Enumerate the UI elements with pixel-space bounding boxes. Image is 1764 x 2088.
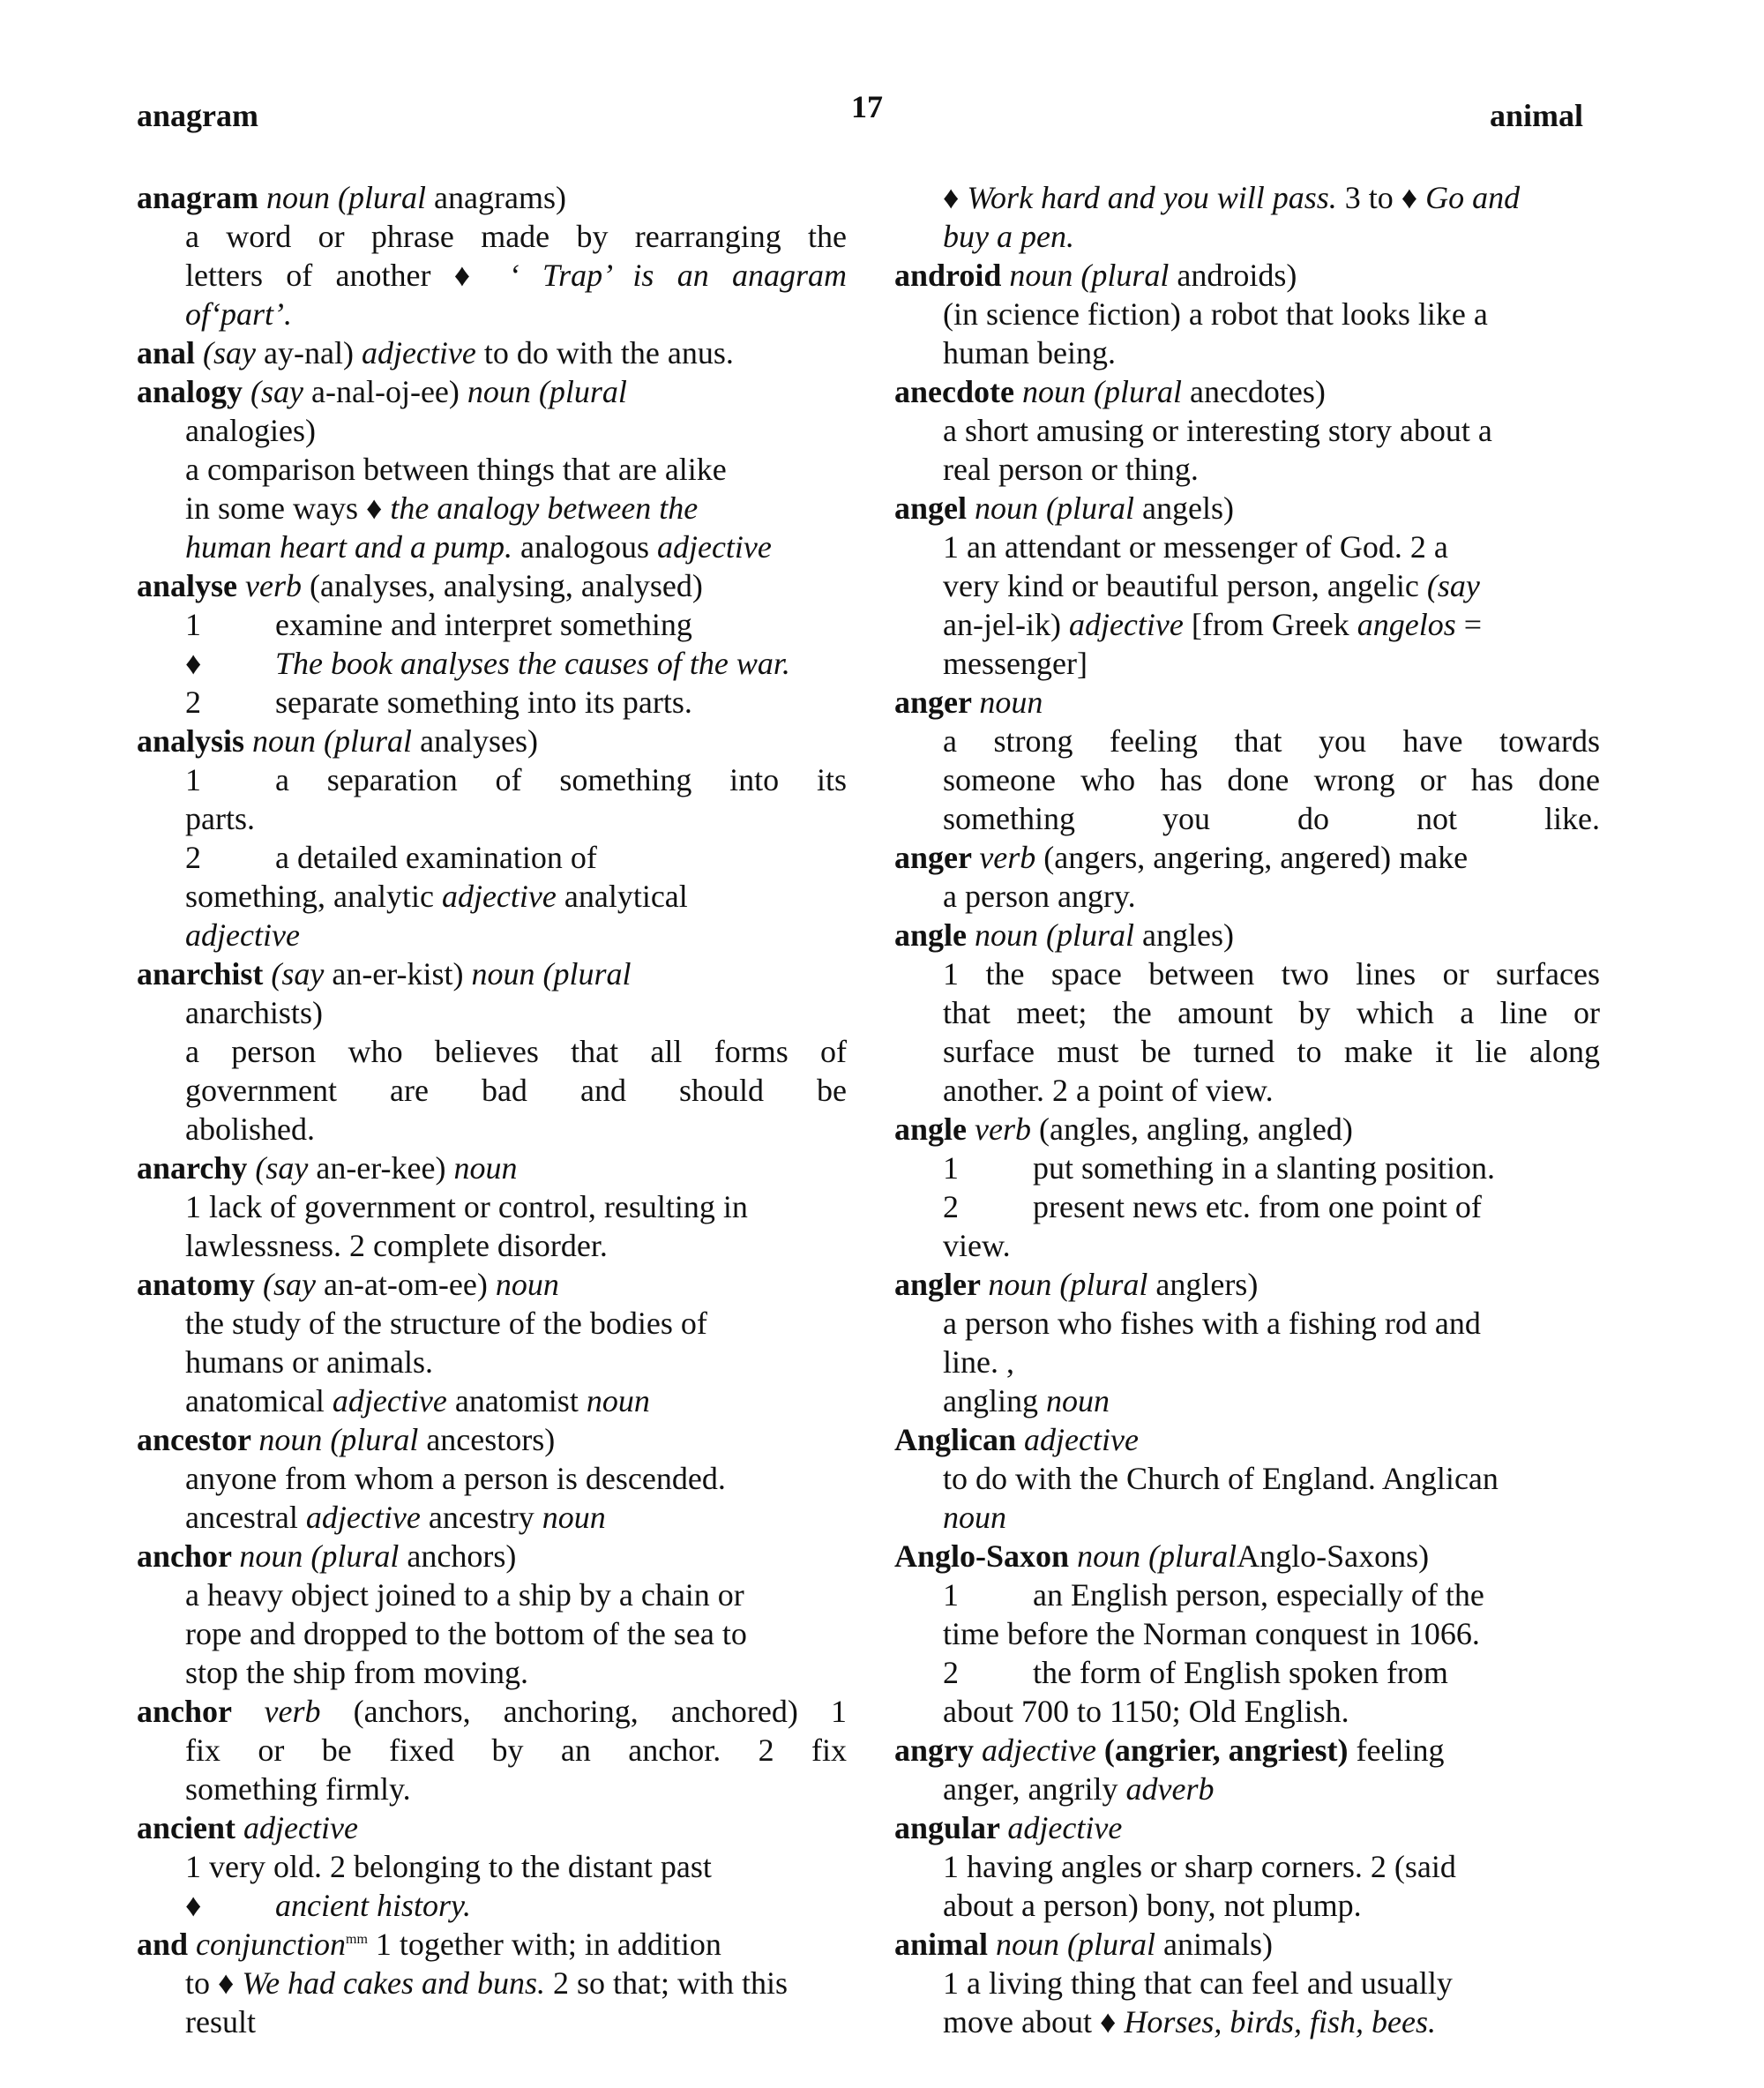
definition-text: ancestry xyxy=(420,1500,542,1535)
headword: angle xyxy=(894,917,975,953)
entry-line xyxy=(894,954,1600,993)
italic-text: adjective xyxy=(441,879,557,914)
entry-headword-line xyxy=(894,838,1600,877)
entry-line xyxy=(137,1498,847,1537)
definition-text: anatomical xyxy=(185,1383,333,1418)
sense-number: 1 xyxy=(943,1577,959,1613)
part-of-speech: noun xyxy=(453,1150,518,1186)
part-of-speech: noun (plural xyxy=(975,917,1135,953)
entry-line xyxy=(894,760,1600,799)
entry-line xyxy=(894,1381,1600,1420)
definition-text: something you do not like. xyxy=(943,801,1600,836)
entry-line xyxy=(894,1692,1600,1731)
entry-line xyxy=(137,1110,847,1149)
entry-line xyxy=(137,760,847,799)
entry-line xyxy=(894,2002,1600,2041)
page-header xyxy=(137,88,1583,141)
definition-text: about a person) bony, not plump. xyxy=(943,1888,1362,1923)
definition-text: 2 so that; with this xyxy=(545,1965,789,2001)
pronunciation: ay-nal) xyxy=(256,335,362,370)
part-of-speech: verb xyxy=(245,568,302,603)
italic-text: noun xyxy=(1045,1383,1110,1418)
entry-line xyxy=(894,1226,1600,1265)
entry-line xyxy=(137,1731,847,1770)
definition-text: anagrams) xyxy=(426,180,566,215)
headword: angel xyxy=(894,490,975,526)
definition-text: view. xyxy=(943,1228,1011,1263)
italic-text: adjective xyxy=(656,529,772,565)
definition-text: time before the Norman conquest in 1066. xyxy=(943,1616,1480,1651)
definition-text: anarchists) xyxy=(185,995,323,1030)
entry-headword-line xyxy=(894,683,1600,722)
part-of-speech: verb xyxy=(979,840,1036,875)
part-of-speech: noun (plural xyxy=(988,1267,1148,1302)
definition-text: (angles, angling, angled) xyxy=(1030,1111,1353,1147)
definition-text: a person who believes that all forms of xyxy=(185,1034,847,1069)
entry-line xyxy=(894,566,1600,605)
definition-text: angles) xyxy=(1134,917,1234,953)
guide-word-left: anagram xyxy=(137,98,258,133)
part-of-speech: noun (plural xyxy=(996,1927,1156,1962)
definition-text: the study of the structure of the bodies of xyxy=(185,1306,707,1341)
definition-text: 3 to ♦ xyxy=(1336,180,1426,215)
headword: angry xyxy=(894,1733,982,1768)
part-of-speech: verb xyxy=(264,1694,321,1729)
part-of-speech: conjunction xyxy=(196,1927,347,1962)
italic-text: adjective xyxy=(185,917,300,953)
entry-headword-line xyxy=(137,566,847,605)
example-diamond: ♦ xyxy=(185,1888,202,1923)
pronunciation: an-er-kee) xyxy=(308,1150,454,1186)
example-diamond: ♦ xyxy=(185,646,202,681)
superscript-mark: mm xyxy=(346,1932,368,1947)
definition-text: move about xyxy=(943,2004,1092,2039)
definition-text: (in science fiction) a robot that looks like a xyxy=(943,296,1488,332)
entry-line xyxy=(894,1032,1600,1071)
entry-headword-line xyxy=(894,256,1600,295)
part-of-speech: adjective xyxy=(361,335,476,370)
pronunciation-label: (say xyxy=(263,1267,316,1302)
part-of-speech: noun (plural xyxy=(975,490,1135,526)
headword: anatomy xyxy=(137,1267,263,1302)
definition-text: humans or animals. xyxy=(185,1344,433,1380)
entry-headword-line xyxy=(894,1808,1600,1847)
definition-text: Anglo-Saxons) xyxy=(1237,1538,1430,1574)
definition-text: something, analytic xyxy=(185,879,442,914)
headword: angle xyxy=(894,1111,975,1147)
definition-text: government are bad and should be xyxy=(185,1073,847,1108)
entry-line xyxy=(137,838,847,877)
sense-number: 1 xyxy=(185,762,201,797)
entry-line xyxy=(894,1575,1600,1614)
entry-line xyxy=(137,916,847,954)
headword: anchor xyxy=(137,1538,240,1574)
definition-text: anglers) xyxy=(1147,1267,1259,1302)
italic-text: adverb xyxy=(1125,1771,1215,1807)
entry-line xyxy=(137,1886,847,1925)
example-diamond: ♦ xyxy=(357,490,391,526)
entry-line xyxy=(894,333,1600,372)
entry-line xyxy=(894,1343,1600,1381)
headword: anchor xyxy=(137,1694,265,1729)
headword: anger xyxy=(894,840,980,875)
entry-line xyxy=(137,1187,847,1226)
sense-number: 2 xyxy=(943,1189,959,1224)
entry-headword-line xyxy=(137,1149,847,1187)
entry-line xyxy=(894,217,1600,256)
entry-line xyxy=(137,877,847,916)
definition-text: put something in a slanting position. xyxy=(1033,1150,1495,1186)
entry-headword-line xyxy=(137,1925,847,1964)
entry-headword-line xyxy=(137,722,847,760)
entry-line xyxy=(894,295,1600,333)
pronunciation: an-at-om-ee) xyxy=(315,1267,496,1302)
example-diamond: ♦ xyxy=(210,1965,243,2001)
entry-line xyxy=(137,993,847,1032)
definition-text: very kind or beautiful person, angelic xyxy=(943,568,1427,603)
definition-text: a detailed examination of xyxy=(275,840,597,875)
definition-text: an English person, especially of the xyxy=(1033,1577,1484,1613)
part-of-speech: noun xyxy=(495,1267,559,1302)
example-diamond: ♦ xyxy=(1091,2004,1125,2039)
entry-line xyxy=(137,411,847,450)
entry-headword-line xyxy=(137,1692,847,1731)
entry-headword-line xyxy=(894,1537,1600,1575)
definition-text: animals) xyxy=(1155,1927,1273,1962)
page-number: 17 xyxy=(851,89,883,124)
entry-line xyxy=(894,1770,1600,1808)
example-text: Horses, birds, fish, bees. xyxy=(1124,2004,1437,2039)
italic-text: Go and xyxy=(1425,180,1521,215)
part-of-speech: noun (plural xyxy=(252,723,413,759)
definition-text: real person or thing. xyxy=(943,452,1199,487)
pronunciation: a-nal-oj-ee) xyxy=(303,374,467,409)
entry-headword-line xyxy=(894,372,1600,411)
entry-headword-line xyxy=(894,1265,1600,1304)
part-of-speech: verb xyxy=(975,1111,1031,1147)
definition-text: to xyxy=(185,1965,211,2001)
entry-headword-line xyxy=(894,1110,1600,1149)
definition-text: human being. xyxy=(943,335,1116,370)
entry-line xyxy=(137,1226,847,1265)
definition-text: another. 2 a point of view. xyxy=(943,1073,1274,1108)
entry-headword-line xyxy=(894,916,1600,954)
entry-line xyxy=(137,450,847,489)
part-of-speech: noun (plural xyxy=(1021,374,1182,409)
headword: anger xyxy=(894,685,980,720)
sense-number: 1 xyxy=(185,607,201,642)
entry-line xyxy=(137,1459,847,1498)
example-text: We had cakes and buns. xyxy=(242,1965,546,2001)
definition-text: separate something into its parts. xyxy=(275,685,692,720)
pronunciation-label: (say xyxy=(271,956,325,992)
definition-text: stop the ship from moving. xyxy=(185,1655,528,1690)
definition-text: in some ways xyxy=(185,490,358,526)
example-diamond: ♦ xyxy=(430,258,509,293)
definition-text: messenger] xyxy=(943,646,1088,681)
headword: anecdote xyxy=(894,374,1022,409)
definition-text: someone who has done wrong or has done xyxy=(943,762,1600,797)
definition-text: that meet; the amount by which a line or xyxy=(943,995,1600,1030)
pronunciation: an-er-kist) xyxy=(324,956,472,992)
italic-text: The book analyses the causes of the war. xyxy=(275,646,790,681)
entry-line xyxy=(137,1304,847,1343)
entry-line xyxy=(137,799,847,838)
definition-text: [from Greek xyxy=(1183,607,1357,642)
part-of-speech: noun (plural xyxy=(467,374,627,409)
entry-line xyxy=(894,1304,1600,1343)
entry-line xyxy=(137,489,847,528)
part-of-speech: noun (plural xyxy=(258,1422,419,1457)
definition-text: analogous xyxy=(512,529,657,565)
definition-text: feeling xyxy=(1348,1733,1445,1768)
definition-text: 1 a living thing that can feel and usually xyxy=(943,1965,1453,2001)
entry-headword-line xyxy=(137,372,847,411)
entry-line xyxy=(137,605,847,644)
part-of-speech: noun (plural xyxy=(266,180,427,215)
definition-text: anatomist xyxy=(446,1383,587,1418)
definition-text: ancestral xyxy=(185,1500,306,1535)
entry-line xyxy=(894,450,1600,489)
definition-text: analytical xyxy=(556,879,688,914)
headword: analogy xyxy=(137,374,251,409)
definition-text: 1 very old. 2 belonging to the distant past xyxy=(185,1849,712,1884)
part-of-speech: noun (plural xyxy=(1077,1538,1237,1574)
entry-line xyxy=(137,1614,847,1653)
entry-headword-line xyxy=(137,178,847,217)
definition-text: angling xyxy=(943,1383,1046,1418)
definition-text: anger, angrily xyxy=(943,1771,1126,1807)
entry-line xyxy=(894,1498,1600,1537)
pronunciation-label: (say xyxy=(250,374,304,409)
entry-headword-line xyxy=(894,1731,1600,1770)
entry-headword-line xyxy=(894,489,1600,528)
sense-number: 2 xyxy=(185,840,201,875)
italic-text: adjective xyxy=(305,1500,421,1535)
definition-text: to do with the Church of England. Anglican xyxy=(943,1461,1499,1496)
entry-line xyxy=(137,1575,847,1614)
definition-text: androids) xyxy=(1169,258,1297,293)
definition-text: lawlessness. 2 complete disorder. xyxy=(185,1228,608,1263)
headword: android xyxy=(894,258,1010,293)
entry-line xyxy=(894,993,1600,1032)
definition-text: about 700 to 1150; Old English. xyxy=(943,1694,1349,1729)
entry-headword-line xyxy=(137,1537,847,1575)
entry-line xyxy=(894,644,1600,683)
entry-line xyxy=(894,1071,1600,1110)
headword: analyse xyxy=(137,568,246,603)
entry-line xyxy=(137,1381,847,1420)
italic-text: of‘part’. xyxy=(185,296,292,332)
entry-line xyxy=(137,2002,847,2041)
headword: anal xyxy=(137,335,204,370)
definition-text: analyses) xyxy=(412,723,539,759)
definition-text: fix or be fixed by an anchor. 2 fix xyxy=(185,1733,847,1768)
sense-number: 2 xyxy=(943,1655,959,1690)
definition-text: a heavy object joined to a ship by a chain or xyxy=(185,1577,744,1613)
entry-line xyxy=(137,256,847,295)
sense-number: 2 xyxy=(185,685,201,720)
definition-text: anchors) xyxy=(399,1538,517,1574)
example-diamond: ♦ xyxy=(943,180,968,215)
entry-line xyxy=(894,1653,1600,1692)
entry-headword-line xyxy=(137,1265,847,1304)
guide-word-right: animal xyxy=(1489,98,1583,133)
entry-line xyxy=(894,877,1600,916)
definition-text: surface must be turned to make it lie along xyxy=(943,1034,1600,1069)
definition-text: anecdotes) xyxy=(1181,374,1326,409)
definition-text: abolished. xyxy=(185,1111,315,1147)
definition-text: 1 together with; in addition xyxy=(367,1927,721,1962)
headword: analysis xyxy=(137,723,253,759)
part-of-speech: adjective xyxy=(1007,1810,1123,1845)
headword: anarchist xyxy=(137,956,272,992)
entry-line xyxy=(137,1847,847,1886)
left-column xyxy=(137,178,847,2041)
definition-text: an-jel-ik) xyxy=(943,607,1069,642)
headword: anagram xyxy=(137,180,266,215)
entry-line xyxy=(894,528,1600,566)
definition-text: anyone from whom a person is descended. xyxy=(185,1461,726,1496)
inflection-forms: (angrier, angriest) xyxy=(1095,1733,1349,1768)
entry-line xyxy=(894,605,1600,644)
definition-text: = xyxy=(1455,607,1483,642)
entry-line xyxy=(137,1071,847,1110)
entry-headword-line xyxy=(137,333,847,372)
entry-line xyxy=(137,217,847,256)
definition-text: examine and interpret something xyxy=(275,607,692,642)
definition-text: present news etc. from one point of xyxy=(1033,1189,1482,1224)
definition-text: (analyses, analysing, analysed) xyxy=(301,568,703,603)
headword: angular xyxy=(894,1810,1008,1845)
definition-text: (angers, angering, angered) make xyxy=(1035,840,1469,875)
italic-text: (say xyxy=(1426,568,1480,603)
entry-line xyxy=(894,1847,1600,1886)
entry-line xyxy=(137,1032,847,1071)
headword: ancestor xyxy=(137,1422,259,1457)
definition-text: angels) xyxy=(1134,490,1234,526)
definition-text: line. , xyxy=(943,1344,1014,1380)
entry-line xyxy=(137,1770,847,1808)
entry-line xyxy=(894,411,1600,450)
entry-headword-line xyxy=(137,1420,847,1459)
part-of-speech: noun xyxy=(979,685,1043,720)
italic-text: buy a pen. xyxy=(943,219,1074,254)
definition-text: a comparison between things that are alike xyxy=(185,452,727,487)
italic-text: noun xyxy=(943,1500,1006,1535)
entry-line xyxy=(137,1343,847,1381)
part-of-speech: noun (plural xyxy=(1009,258,1170,293)
definition-text: a separation of something into its xyxy=(275,762,847,797)
part-of-speech: adjective xyxy=(243,1810,358,1845)
entry-line xyxy=(137,644,847,683)
definition-text: 1 lack of government or control, resulting in xyxy=(185,1189,748,1224)
italic-text: human heart and a pump. xyxy=(185,529,512,565)
part-of-speech: adjective xyxy=(982,1733,1096,1768)
entry-headword-line xyxy=(894,1925,1600,1964)
definition-text: a person who fishes with a fishing rod and xyxy=(943,1306,1481,1341)
definition-text: a strong feeling that you have towards xyxy=(943,723,1600,759)
example-text: ‘ Trap’ is an anagram xyxy=(508,258,847,293)
entry-line xyxy=(894,799,1600,838)
definition-text: 1 an attendant or messenger of God. 2 a xyxy=(943,529,1448,565)
part-of-speech: adjective xyxy=(1024,1422,1139,1457)
part-of-speech: noun (plural xyxy=(471,956,632,992)
headword: Anglo-Saxon xyxy=(894,1538,1078,1574)
headword: and xyxy=(137,1927,197,1962)
definition-text: something firmly. xyxy=(185,1771,411,1807)
entry-line xyxy=(894,1187,1600,1226)
entry-line xyxy=(894,1149,1600,1187)
entry-line xyxy=(894,722,1600,760)
definition-text: the form of English spoken from xyxy=(1033,1655,1448,1690)
italic-text: noun xyxy=(586,1383,650,1418)
italic-text: angelos xyxy=(1357,607,1456,642)
entry-headword-line xyxy=(137,954,847,993)
definition-text: letters of another xyxy=(185,258,431,293)
definition-text: analogies) xyxy=(185,413,316,448)
definition-text: 1 having angles or sharp corners. 2 (said xyxy=(943,1849,1456,1884)
headword: anarchy xyxy=(137,1150,256,1186)
entry-line xyxy=(137,1653,847,1692)
entry-line xyxy=(894,1964,1600,2002)
example-text: Work hard and you will pass. xyxy=(967,180,1337,215)
entry-line xyxy=(137,1964,847,2002)
entry-headword-line xyxy=(137,1808,847,1847)
right-column xyxy=(894,178,1600,2041)
headword: Anglican xyxy=(894,1422,1025,1457)
headword: angler xyxy=(894,1267,989,1302)
part-of-speech: noun (plural xyxy=(239,1538,400,1574)
pronunciation-label: (say xyxy=(203,335,257,370)
entry-line xyxy=(894,178,1600,217)
definition-text: a short amusing or interesting story about a xyxy=(943,413,1492,448)
definition-text: to do with the anus. xyxy=(475,335,734,370)
italic-text: adjective xyxy=(332,1383,447,1418)
entry-line xyxy=(894,1886,1600,1925)
italic-text: ancient history. xyxy=(275,1888,471,1923)
example-text: the analogy between the xyxy=(390,490,699,526)
headword: ancient xyxy=(137,1810,243,1845)
entry-line xyxy=(137,528,847,566)
definition-text: a person angry. xyxy=(943,879,1136,914)
entry-line xyxy=(137,295,847,333)
definition-text: ancestors) xyxy=(418,1422,556,1457)
definition-text: (anchors, anchoring, anchored) 1 xyxy=(320,1694,847,1729)
entry-line xyxy=(894,1459,1600,1498)
italic-text: noun xyxy=(542,1500,606,1535)
entry-line xyxy=(894,1614,1600,1653)
entry-headword-line xyxy=(894,1420,1600,1459)
definition-text: result xyxy=(185,2004,256,2039)
italic-text: adjective xyxy=(1068,607,1184,642)
definition-text: rope and dropped to the bottom of the sea to xyxy=(185,1616,747,1651)
headword: animal xyxy=(894,1927,997,1962)
sense-number: 1 xyxy=(943,1150,959,1186)
definition-text: parts. xyxy=(185,801,255,836)
definition-text: a word or phrase made by rearranging the xyxy=(185,219,847,254)
entry-line xyxy=(137,683,847,722)
definition-text: 1 the space between two lines or surfaces xyxy=(943,956,1600,992)
pronunciation-label: (say xyxy=(255,1150,309,1186)
